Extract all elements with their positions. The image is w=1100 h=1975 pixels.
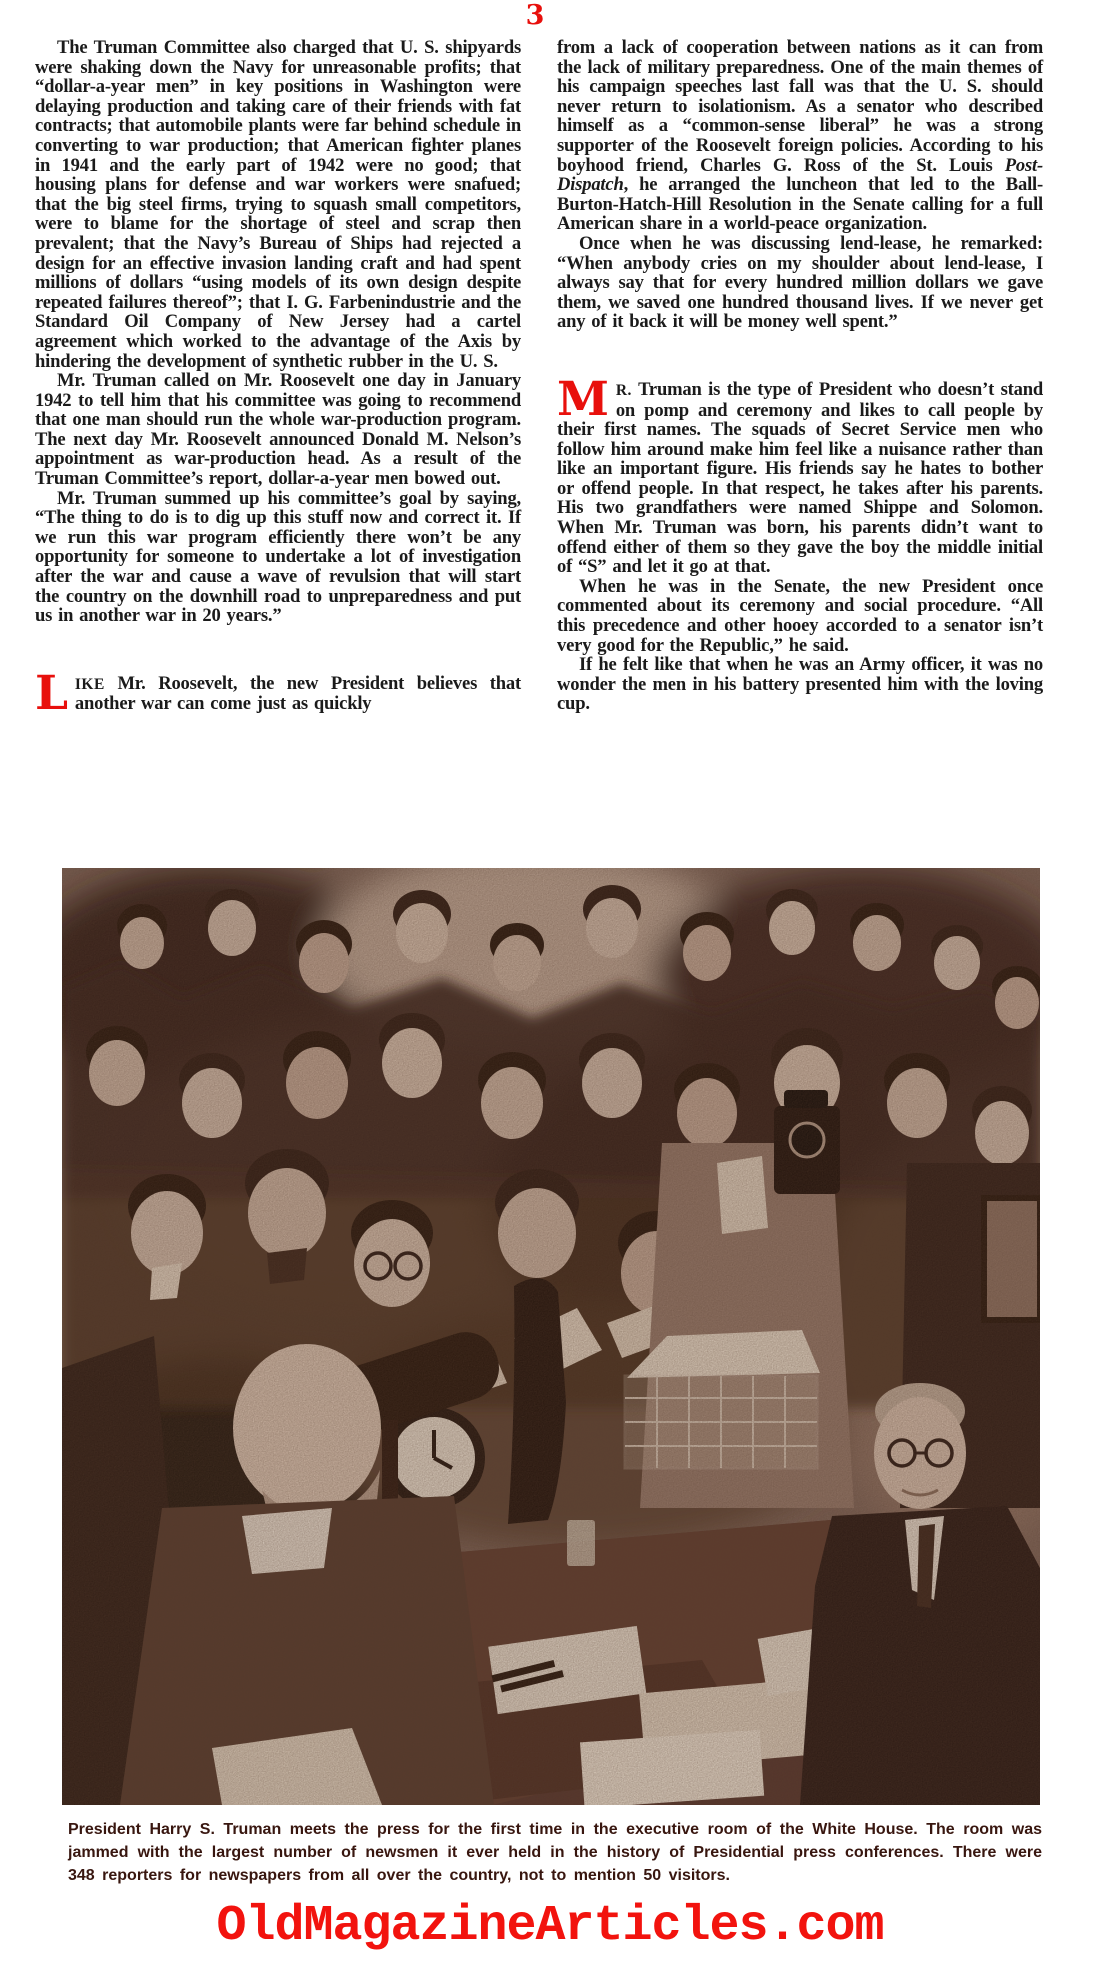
paragraph-senate-ceremony: When he was in the Senate, the new President once commented about its ceremony and social procedure. “All this precedence and other hooey accorded to a senator isn’t very good for the Republic,” he said. [557, 575, 1043, 656]
paragraph-text: from a lack of cooperation between nations as it can from the lack of military preparedness. One of the main themes of his campaign speeches last fall was that the U. S. should never return to isolationism. As a senator who described himself as a “common-sense liberal” he was a strong supporter of the Roosevelt foreign policies. According to his boyhood friend, Charles G. Ross of the St. Louis [557, 37, 1043, 176]
paragraph-truman-committee: The Truman Committee also charged that U. S. shipyards were shaking down the Navy for unreasonable profits; that “dollar-a-year men” in key positions in Washington were delaying production and taking care of their friends with fat contracts; that automobile plants were far behind schedule in converting to war production; that American fighter planes in 1941 and the early part of 1942 were no good; that housing plans for defense and war workers were snafued; that the big steel firms, trying to squash small competitors, were to blame for the shortage of steel and scrap then prevalent; that the Navy’s Bureau of Ships had rejected a design for an effective invasion landing craft and had spent millions of dollars “using models of its own design despite repeated failures thereof”; that I. G. Farbenindustrie and the Standard Oil Company of New Jersey had a cartel agreement which worked to the advantage of the Axis by hindering the development of synthetic rubber in the U. S. [35, 37, 521, 372]
watermark: OldMagazineArticles.com [216, 1898, 884, 1955]
page-number: 3 [525, 0, 545, 31]
paragraph-lend-lease: Once when he was discussing lend-lease, he remarked: “When anybody cries on my shoulder about lend-lease, I always say that for every hundred million dollars we gave them, we saved one hundred thousand lives. If we never get any of it back it will be money well spent.” [557, 232, 1043, 333]
dropcap-L: L [35, 665, 68, 721]
dropcap-M: M [557, 371, 609, 427]
paragraph-isolationism [557, 38, 1043, 234]
halftone-grain [62, 868, 1040, 1805]
paragraph-like-roosevelt [35, 665, 521, 721]
paragraph-committee-goal: Mr. Truman summed up his committee’s goal by saying, “The thing to do is to dig up this stuff now and correct it. If we run this war program efficiently there won’t be any opportunity for someone to undertake a lot of investigation after the war and cause a wave of revulsion that will start the country on the downhill road to unpreparedness and put us in another war in 20 years.” [35, 487, 521, 627]
press-conference-photo [62, 868, 1040, 1805]
photo-caption: President Harry S. Truman meets the press for the first time in the executive room of the White House. The room was jammed with the largest number of newsmen it ever held in the history of Presidential press conferences. There were 348 reporters for newspapers from all over the country, not to mention 50 visitors. [68, 1821, 1042, 1884]
article-columns [35, 37, 1043, 721]
italic-post-dispatch: Post-Dispatch [557, 154, 1043, 196]
paragraph-loving-cup: If he felt like that when he was an Army officer, it was no wonder the men in his battery presented him with the loving cup. [557, 654, 1043, 715]
paragraph-mr-truman [557, 371, 1043, 578]
paragraph-text: Truman is the type of President who doesn’t stand on pomp and ceremony and likes to call people by their first names. The squads of Secret Service men who follow him around make him feel like a nuisance rather than like an important figure. His friends say he hates to bother or offend people. In that respect, he takes after his parents. His two grandfathers were named Shippe and Solomon. When Mr. Truman was born, his parents didn’t want to offend either of them so they gave the boy the middle initial of “S” and let it go at that. [557, 378, 1043, 578]
left-column [35, 37, 521, 721]
paragraph-text: Mr. Roosevelt, the new President believes that another war can come just as quickly [74, 672, 521, 715]
smallcaps-ike: IKE [74, 675, 105, 693]
paragraph-text: , he arranged the luncheon that led to the Ball-Burton-Hatch-Hill Resolution in the Senate calling for a full American share in a world-peace organization. [557, 174, 1043, 235]
right-column [557, 38, 1043, 714]
smallcaps-r: R. [615, 381, 632, 399]
paragraph-roosevelt-visit: Mr. Truman called on Mr. Roosevelt one day in January 1942 to tell him that his committee was going to recommend that one man should run the whole war-production program. The next day Mr. Roosevelt announced Donald M. Nelson’s appointment as war-production head. As a result of the Truman Committee’s report, dollar-a-year men bowed out. [35, 370, 521, 490]
